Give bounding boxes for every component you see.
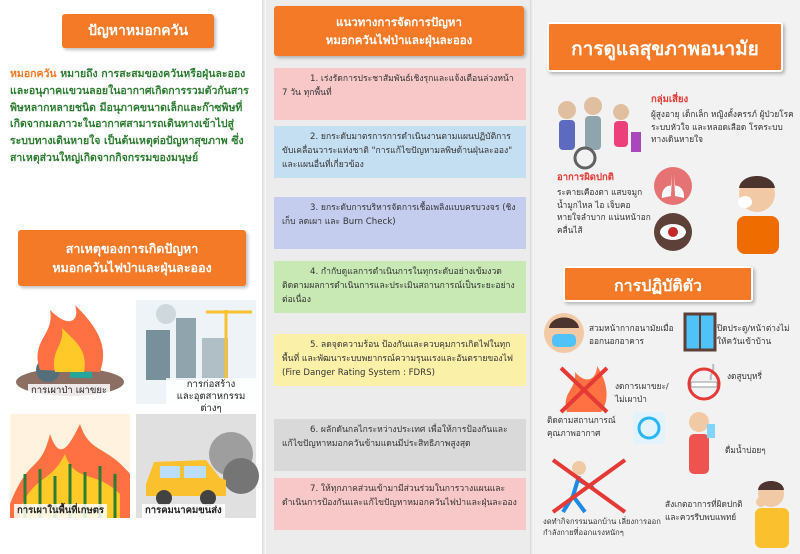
air-quality-app-icon — [629, 408, 669, 448]
cause-label: การเผาป่า เผาขยะ — [28, 384, 110, 398]
practice-no-smoking: งดสูบบุหรี่ — [727, 371, 762, 381]
practice-no-burning: งดการเผาขยะ/ไม่เผาป่า — [615, 381, 669, 404]
cause-label: การคมนาคมขนส่ง — [142, 504, 225, 518]
symptom-text: ระคายเคืองตา แสบจมูก น้ำมูกไหล ไอ เจ็บคอ หายใจลำบาก แน่นหน้าอก คลื่นไส้ — [557, 187, 651, 235]
definition-keyword: หมอกควัน — [10, 68, 57, 80]
practice-title: การปฏิบัติตัว — [563, 266, 753, 302]
guideline-step — [274, 334, 526, 386]
panel-management-guidelines — [266, 0, 532, 554]
haze-definition — [10, 66, 258, 167]
agri-fire-illustration — [10, 414, 130, 518]
haze-problem-title: ปัญหาหมอกควัน — [62, 14, 214, 48]
car-smoke-illustration — [136, 414, 256, 518]
window-icon — [683, 312, 717, 352]
step-text: 5. ลดจุดความร้อน ป้องกันและควบคุมการเกิดไฟในทุกพื้นที่ และพัฒนาระบบพยากรณ์ความรุนแรงและอันตรายของไฟ (Fire Danger Rating System : FDRS) — [282, 340, 514, 378]
health-care-title: การดูแลสุขภาพอนามัย — [547, 22, 783, 72]
panel-haze-problem — [0, 0, 263, 554]
cause-transportation — [136, 414, 256, 518]
step-text: 7. ให้ทุกภาคส่วนเข้ามามีส่วนร่วมในการวางแผนและดำเนินการป้องกันและแก้ไขปัญหาหมอกควันไฟป่าและฝุ่นละออง — [282, 484, 517, 508]
sick-person-illustration — [727, 172, 791, 254]
drinking-water-icon — [681, 410, 721, 480]
no-burning-icon — [557, 362, 611, 416]
risk-group-text: ผู้สูงอายุ เด็กเล็ก หญิงตั้งครรภ์ ผู้ป่วยโรคระบบหัวใจ และหลอดเลือด โรคระบบทางเดินหายใจ — [651, 109, 794, 144]
face-mask-icon — [541, 310, 587, 356]
causes-title — [18, 230, 246, 286]
risk-group-title: กลุ่มเสี่ยง — [651, 94, 689, 105]
causes-title-line2: หมอกควันไฟป่าและฝุ่นละออง — [52, 260, 212, 275]
guidelines-title-line1: แนวทางการจัดการปัญหา — [336, 15, 462, 29]
cause-label: การก่อสร้าง และอุตสาหกรรมต่างๆ — [166, 378, 256, 416]
risk-group-illustration — [545, 92, 645, 172]
coughing-person-icon — [747, 478, 797, 548]
step-text: 2. ยกระดับมาตรการการดำเนินงานตามแผนปฏิบัติการขับเคลื่อนวาระแห่งชาติ "การแก้ไขปัญหามลพิษด้านฝุ่นละออง" และแผนอื่นที่เกี่ยวข้อง — [282, 132, 513, 170]
practice-monitor-air: ติดตามสถานการณ์คุณภาพอากาศ — [547, 415, 616, 438]
lungs-icon — [653, 166, 693, 206]
no-outdoor-activity-icon — [549, 456, 629, 516]
cause-burning-forest-garbage — [10, 300, 130, 404]
practice-close-windows: ปิดประตู/หน้าต่างไม่ให้ควันเข้าบ้าน — [717, 323, 790, 346]
practice-see-doctor: สังเกตอาการที่ผิดปกติและควรรีบพบแพทย์ — [665, 499, 743, 522]
no-smoking-icon — [687, 360, 721, 400]
practice-avoid-outdoor: งดทำกิจกรรมนอกบ้าน เลี่ยงการออกกำลังกายที่ออกแรงหนักๆ — [543, 517, 661, 537]
guideline-step — [274, 68, 526, 120]
guideline-step — [274, 419, 526, 471]
step-text: 6. ผลักดันกลไกระหว่างประเทศ เพื่อให้การป้องกันและแก้ไขปัญหาหมอกควันข้ามแดนมีประสิทธิภาพสูงสุด — [282, 425, 508, 449]
guidelines-title — [274, 6, 524, 56]
symptom-title: อาการผิดปกติ — [557, 172, 614, 183]
cause-agricultural-burning — [10, 414, 130, 518]
guideline-step — [274, 197, 526, 249]
guideline-step — [274, 261, 526, 313]
guideline-step — [274, 126, 526, 178]
guideline-step — [274, 478, 526, 530]
practice-wear-mask: สวมหน้ากากอนามัยเมื่อออกนอกอาคาร — [589, 323, 674, 346]
eye-icon — [653, 212, 693, 252]
cause-construction-industry — [136, 300, 256, 414]
cause-label: การเผาในพื้นที่เกษตร — [14, 504, 107, 518]
step-text: 1. เร่งรัดการประชาสัมพันธ์เชิงรุกและแจ้งเตือนล่วงหน้า 7 วัน ทุกพื้นที่ — [282, 74, 514, 98]
definition-text: หมายถึง การสะสมของควันหรือฝุ่นละอองและอนุภาคแขวนลอยในอากาศเกิดการรวมตัวกันสารพิษหลากหลายชนิด มีอนุภาคขนาดเล็กและก๊าซพิษที่เกิดจากมลภาวะในอากาศสามารถเดินทางเข้าไปสู่ระบบทางเดินหายใจ เป็นต้นเหตุต่อปัญหาสุขภาพ ซึ่งสาเหตุส่วนใหญ่เกิดจากกิจกรรมของมนุษย์ — [10, 68, 249, 164]
practice-drink-water: ดื่มน้ำบ่อยๆ — [725, 445, 766, 455]
causes-title-line1: สาเหตุของการเกิดปัญหา — [65, 241, 199, 256]
guidelines-title-line2: หมอกควันไฟป่าและฝุ่นละออง — [325, 33, 473, 47]
step-text: 4. กำกับดูแลการดำเนินการในทุกระดับอย่างเข้มงวด ติดตามผลการดำเนินการและประเมินสถานการณ์เป็นระยะอย่างต่อเนื่อง — [282, 267, 515, 305]
step-text: 3. ยกระดับการบริหารจัดการเชื้อเพลิงแบบครบวงจร (ชิงเก็บ ลดเผา และ Burn Check) — [282, 203, 516, 227]
panel-health-care — [535, 0, 800, 554]
